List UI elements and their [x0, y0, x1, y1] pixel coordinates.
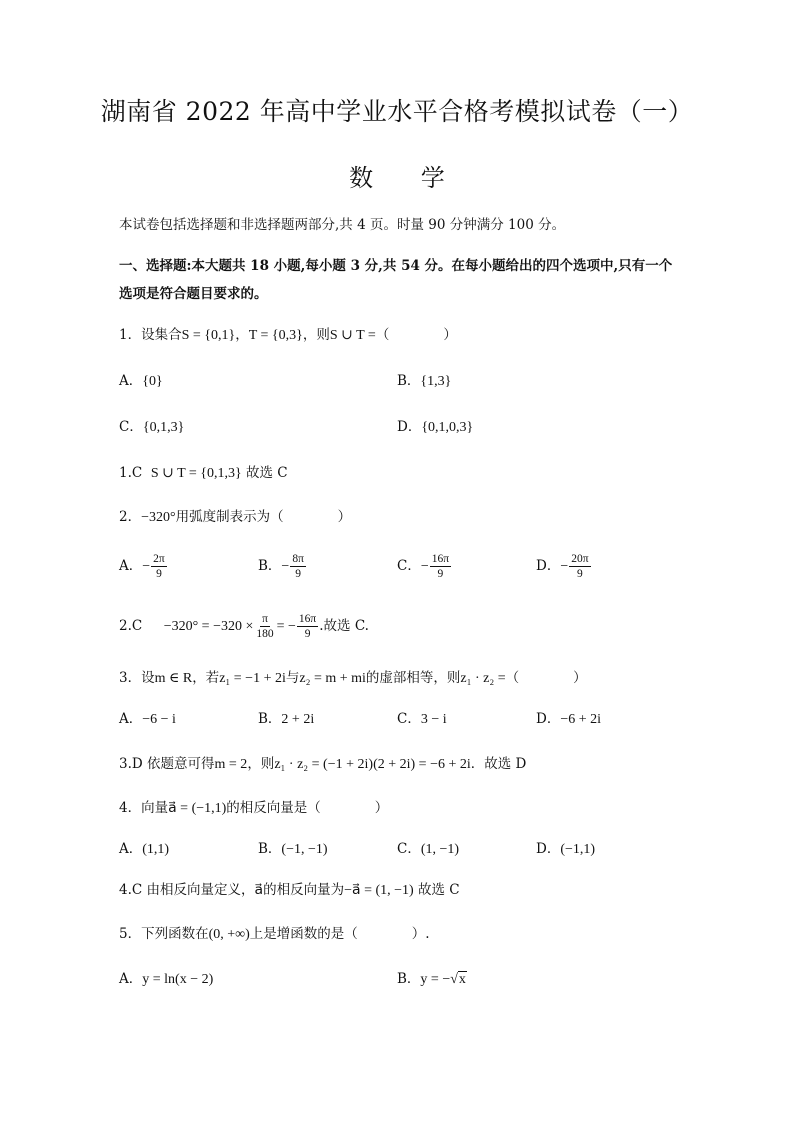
- q2-option-c-label: C．: [397, 558, 421, 574]
- q3-prefix: 3．设: [119, 670, 155, 686]
- q2-option-d-label: D．: [536, 558, 561, 574]
- subject-heading: 数 学: [349, 164, 465, 192]
- q2-prefix: 2．: [119, 509, 142, 525]
- q3-option-a-label: A．: [119, 711, 143, 727]
- q3-z1: z₁ = −1 + 2i: [219, 671, 286, 686]
- q3-option-d-label: D．: [536, 711, 561, 727]
- q4-option-b: [258, 843, 328, 857]
- q5-prefix: 5．下列函数在: [119, 926, 209, 942]
- q2-answer: [119, 612, 369, 641]
- q5-option-b: B．y = −√x: [397, 971, 466, 987]
- q1-option-d-value: {0,1,0,3}: [421, 420, 474, 435]
- q4-answer-label: 4.C: [119, 882, 143, 898]
- question-4: [119, 802, 388, 816]
- q5-option-b-label: B．: [397, 971, 421, 987]
- q5-option-b-radicand: x: [458, 972, 466, 987]
- q3-option-a: [119, 713, 176, 727]
- q3-answer-m: m = 2: [214, 757, 248, 772]
- q3-prod: z₁ · z₂ =: [460, 671, 506, 686]
- q3-option-c-label: C．: [397, 711, 421, 727]
- q2-option-b-label: B．: [258, 558, 282, 574]
- q4-option-d: [536, 843, 595, 857]
- q1-sep: ，: [235, 327, 249, 343]
- q3-m: m ∈ R: [154, 671, 193, 686]
- exam-intro: 本试卷包括选择题和非选择题两部分,共 4 页。时量 90 分钟满分 100 分。: [119, 217, 566, 233]
- q4-answer-mid: 的相反向量为: [263, 882, 345, 898]
- q4-option-b-value: (−1, −1): [281, 842, 328, 857]
- q5-text: 上是增函数的是（ ）.: [249, 926, 430, 942]
- q2-answer-f1-num: π: [262, 613, 268, 625]
- q2-option-a-label: A．: [119, 558, 143, 574]
- q1-prefix: 1．设集合: [119, 327, 182, 343]
- q2-answer-eq: = −: [276, 619, 296, 634]
- q1-option-a-label: A．: [119, 373, 143, 389]
- q1-option-c: [119, 421, 184, 435]
- q4-text: 的相反向量是（ ）: [226, 800, 389, 816]
- q4-option-c-label: C．: [397, 841, 421, 857]
- q2-answer-label: 2.C: [119, 618, 143, 634]
- q4-option-a-label: A．: [119, 841, 143, 857]
- question-2: [119, 511, 351, 525]
- q2-option-a-num: 2π: [153, 553, 165, 565]
- q1-option-d: [397, 421, 473, 435]
- q3-blank: （ ）: [505, 670, 587, 686]
- q2-angle: −320°: [141, 510, 176, 525]
- q2-option-b-den: 9: [295, 568, 301, 580]
- q3-option-d: [536, 713, 601, 727]
- q4-prefix: 4．向量: [119, 800, 169, 816]
- q4-answer: [119, 884, 460, 898]
- q2-option-b-num: 8π: [292, 553, 304, 565]
- q3-option-c: [397, 713, 447, 727]
- q2-option-c-num: 16π: [431, 553, 450, 565]
- q1-option-c-value: {0,1,3}: [142, 420, 185, 435]
- q3-text: 的虚部相等，则: [365, 670, 461, 686]
- q2-option-b-fraction: [290, 552, 306, 581]
- q3-answer-label: 3.D: [119, 756, 143, 772]
- q1-option-a-value: {0}: [142, 374, 163, 389]
- q1-set-t: T = {0,3}: [248, 328, 303, 343]
- q3-option-a-value: −6 − i: [142, 712, 176, 727]
- q2-option-b: B．− $\frac{8\pi}{9}$: [258, 553, 304, 580]
- q1-answer-end: 故选 C: [246, 465, 288, 481]
- q1-blank: （ ）: [375, 327, 457, 343]
- q3-option-b: [258, 713, 314, 727]
- q1-answer-label: 1.C: [119, 465, 143, 481]
- q5-option-a: [119, 973, 213, 987]
- q2-option-a: A．− $\frac{2\pi}{9}$: [119, 553, 165, 580]
- q4-answer-text: 由相反向量定义，: [146, 882, 255, 898]
- section-heading-line2: 选项是符合题目要求的。: [119, 286, 268, 302]
- q5-interval: (0, +∞): [208, 927, 250, 942]
- section-heading-line1: 一、选择题:本大题共 18 小题,每小题 3 分,共 54 分。在每小题给出的四个选项中,只有一个: [119, 258, 673, 274]
- q1-option-b-label: B．: [397, 373, 421, 389]
- q3-answer-text: 依题意可得: [147, 756, 215, 772]
- exam-title: 湖南省 2022 年高中学业水平合格考模拟试卷（一）: [100, 97, 694, 126]
- q4-option-a-value: (1,1): [142, 842, 170, 857]
- q2-option-c: C．− $\frac{16\pi}{9}$: [397, 553, 450, 580]
- q2-option-a-den: 9: [156, 568, 162, 580]
- q2-option-d-num: 20π: [571, 553, 589, 565]
- question-1: [119, 329, 457, 343]
- q4-option-c: [397, 843, 459, 857]
- q3-and: 与: [285, 670, 300, 686]
- q4-answer-end: 故选 C: [418, 882, 460, 898]
- q4-answer-vector: a⃗: [254, 883, 264, 898]
- q5-option-b-prefix: y = −: [420, 972, 451, 987]
- q2-answer-lhs: −320° = −320 ×: [163, 619, 254, 634]
- q2-option-a-fraction: [151, 552, 167, 581]
- q4-option-d-value: (−1,1): [560, 842, 596, 857]
- q1-then: ，则: [302, 327, 330, 343]
- q4-option-c-value: (1, −1): [420, 842, 460, 857]
- q1-option-b: [397, 375, 451, 389]
- q5-option-a-label: A．: [119, 971, 143, 987]
- q2-text: 用弧度制表示为（ ）: [175, 509, 352, 525]
- q4-vector: a⃗ = (−1,1): [168, 801, 227, 816]
- q3-answer-end: ．故选 D: [470, 756, 527, 772]
- q1-option-c-label: C．: [119, 419, 143, 435]
- q2-answer-end: .故选 C.: [319, 618, 369, 634]
- question-5: [119, 928, 430, 942]
- q1-option-a: [119, 375, 163, 389]
- q4-answer-expr: −a⃗ = (1, −1): [344, 883, 414, 898]
- q1-answer: [119, 467, 288, 481]
- question-3: [119, 672, 587, 686]
- q3-z2: z₂ = m + mi: [299, 671, 366, 686]
- q3-answer: [119, 758, 526, 772]
- q4-option-a: [119, 843, 169, 857]
- q2-answer-fraction-1: [254, 612, 275, 641]
- q1-option-b-value: {1,3}: [420, 374, 452, 389]
- q3-answer-expr: z₁ · z₂ = (−1 + 2i)(2 + 2i) = −6 + 2i: [274, 757, 471, 772]
- q3-option-b-value: 2 + 2i: [281, 712, 315, 727]
- q2-answer-f2-num: 16π: [298, 613, 317, 625]
- q1-option-d-label: D．: [397, 419, 422, 435]
- q4-option-d-label: D．: [536, 841, 561, 857]
- q2-answer-fraction-2: [297, 612, 318, 641]
- q2-answer-f2-den: 9: [304, 628, 311, 640]
- q3-option-d-value: −6 + 2i: [560, 712, 602, 727]
- q1-expr: S ∪ T =: [329, 328, 376, 343]
- q2-answer-f1-den: 180: [256, 628, 274, 640]
- q2-option-d: D．− $\frac{20\pi}{9}$: [536, 553, 589, 580]
- q3-option-c-value: 3 − i: [420, 712, 447, 727]
- q1-answer-expr: S ∪ T = {0,1,3}: [150, 466, 242, 481]
- q4-option-b-label: B．: [258, 841, 282, 857]
- q3-option-b-label: B．: [258, 711, 282, 727]
- q3-if: ，若: [192, 670, 220, 686]
- q2-option-d-den: 9: [577, 568, 583, 580]
- q2-option-c-den: 9: [437, 568, 444, 580]
- q2-option-c-fraction: [430, 552, 451, 581]
- q2-option-d-fraction: [569, 552, 590, 581]
- q5-option-a-value: y = ln(x − 2): [142, 972, 214, 987]
- q1-set-s: S = {0,1}: [181, 328, 236, 343]
- q3-answer-then: ，则: [247, 756, 275, 772]
